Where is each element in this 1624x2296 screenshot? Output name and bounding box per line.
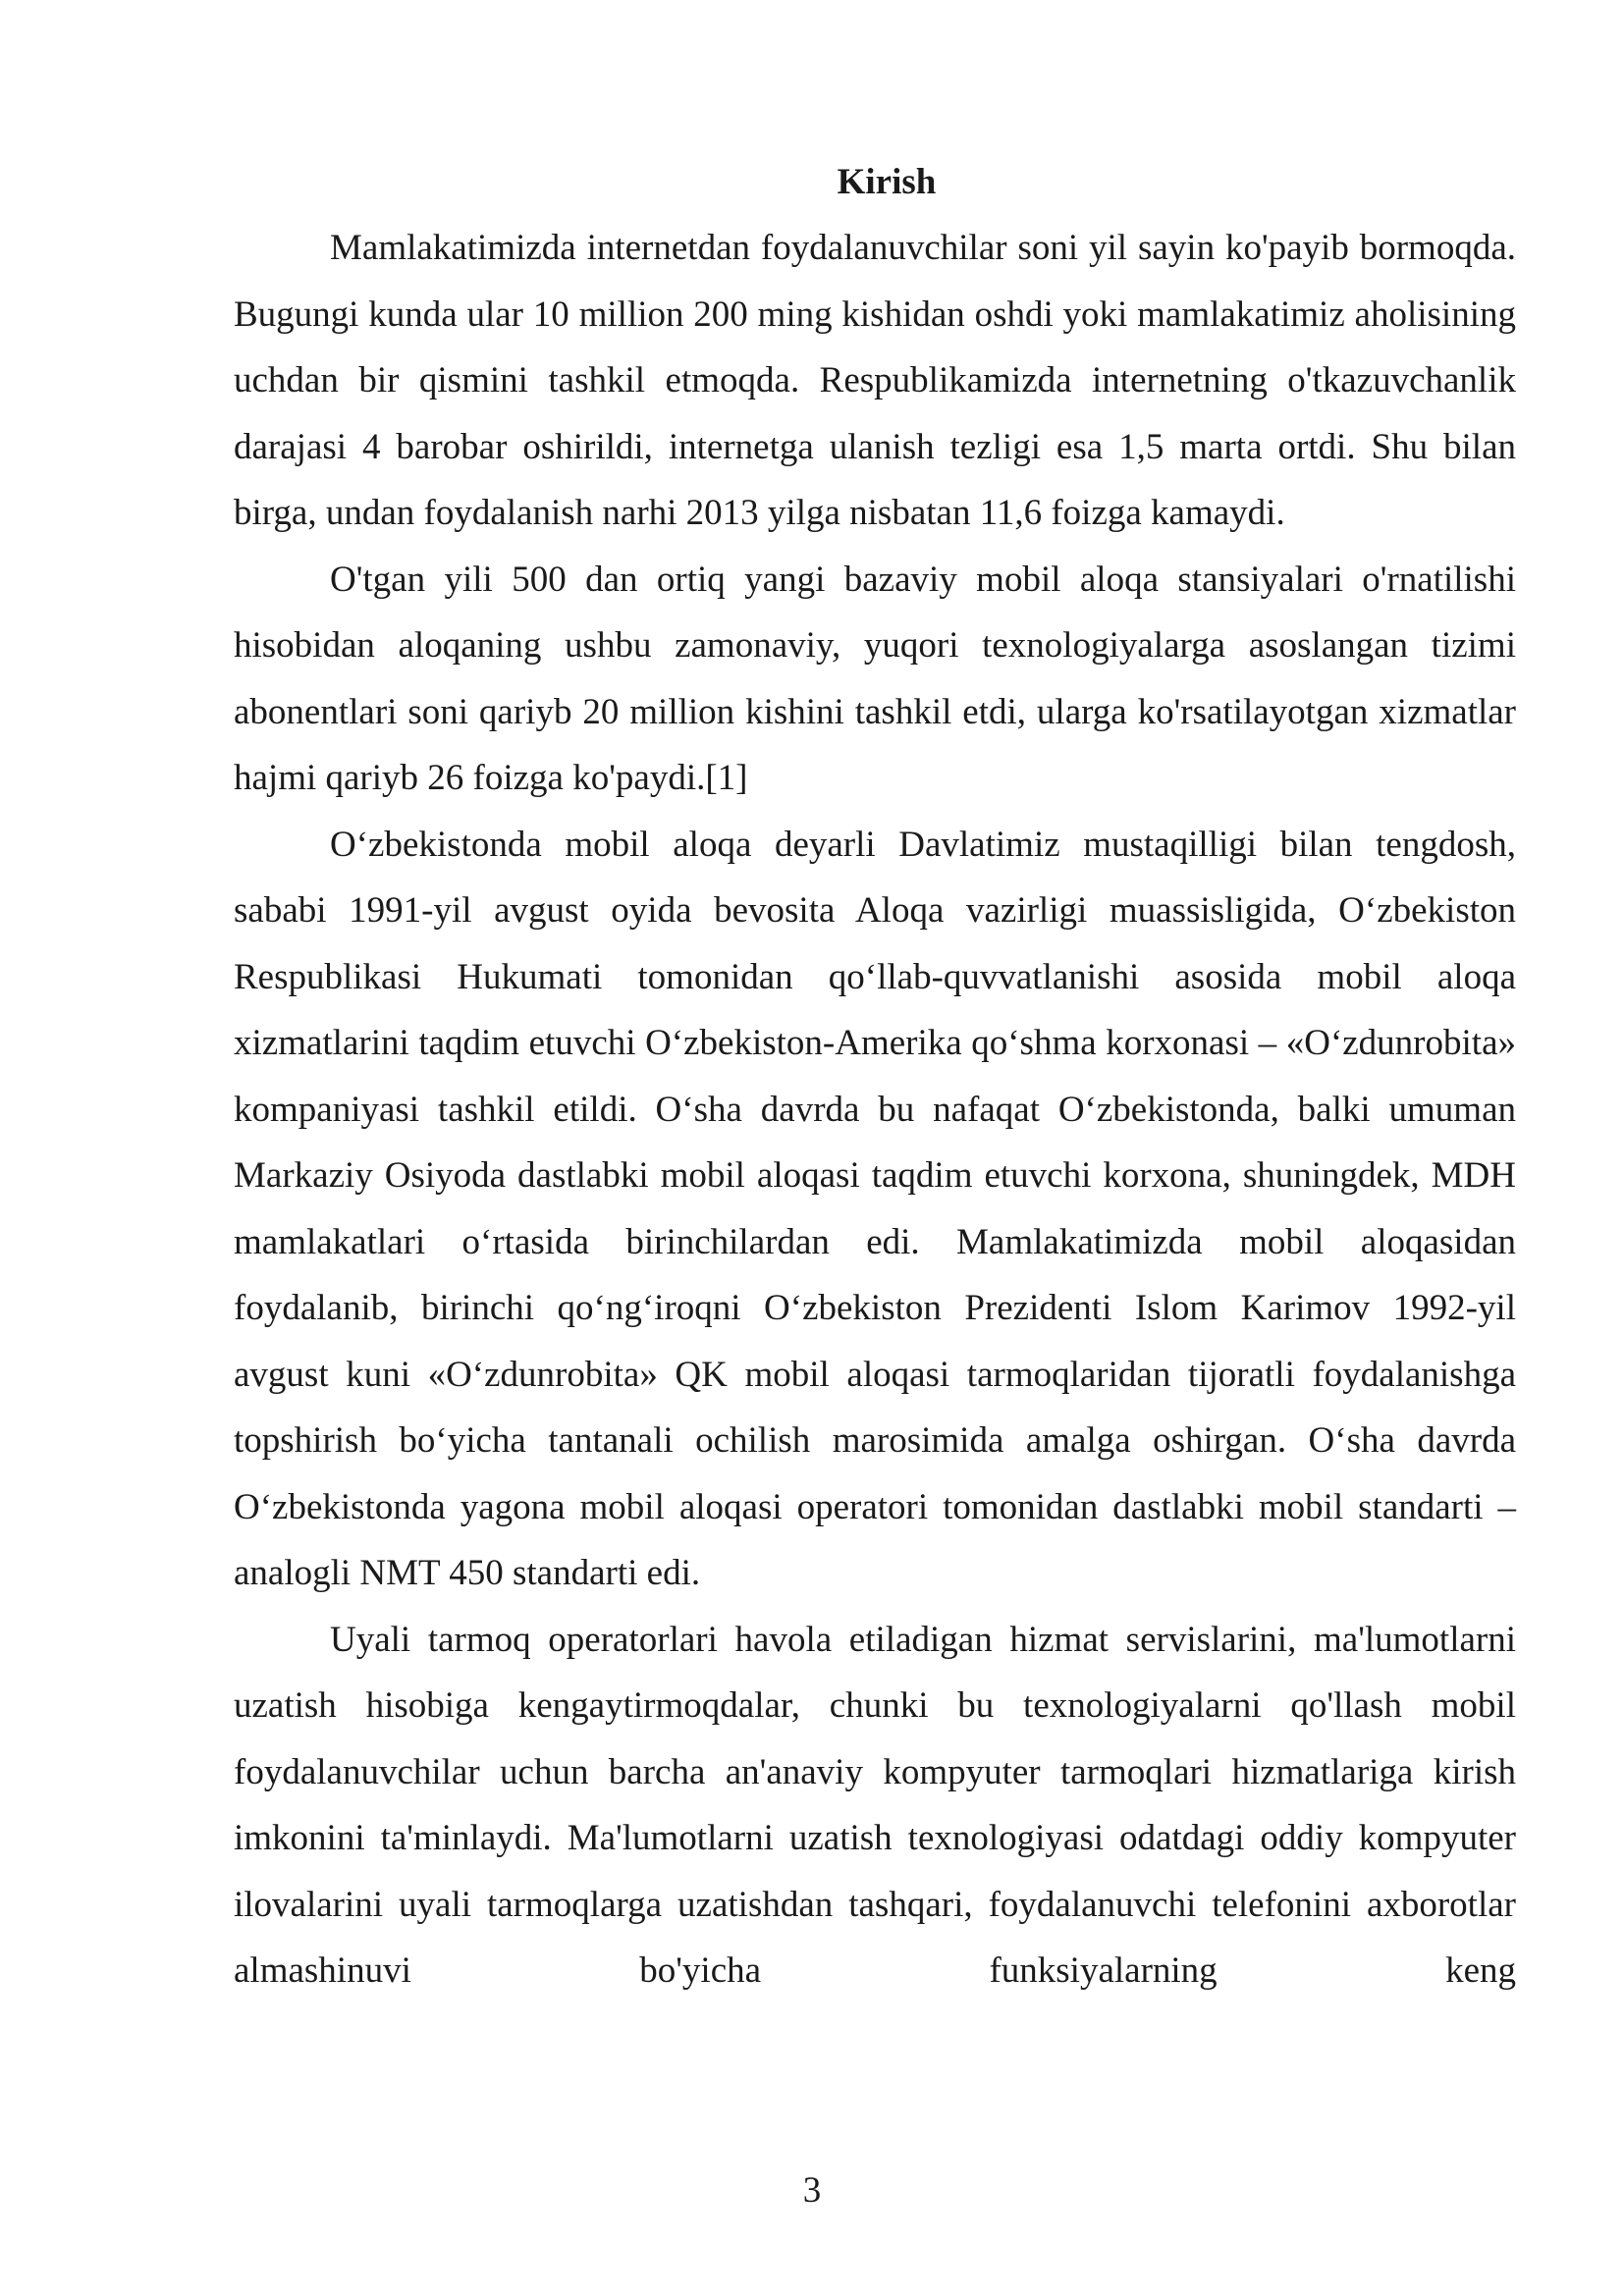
paragraph-base-stations: O'tgan yili 500 dan ortiq yangi bazaviy mobil aloqa stansiyalari o'rnatilishi hisobidan aloqaning ushbu zamonaviy, yuqori texnologiyalarga asoslangan tizimi abonentlari soni qariyb 20 million kishini tashkil etdi, ularga ko'rsatilayotgan xizmatlar hajmi qariyb 26 foizga ko'paydi.[1] xyxy=(234,559,1516,798)
section-heading: Kirish xyxy=(837,162,937,202)
paragraph-internet-users: Mamlakatimizda internetdan foydalanuvchilar soni yil sayin ko'payib bormoqda. Bugungi kunda ular 10 million 200 ming kishidan oshdi yoki mamlakatimiz aholisining uchdan bir qismini tashkil etmoqda. Respublikamizda internetning o'tkazuvchanlik darajasi 4 barobar oshirildi, internetga ulanish tezligi esa 1,5 marta ortdi. Shu bilan birga, undan foydalanish narhi 2013 yilga nisbatan 11,6 foizga kamaydi. xyxy=(234,228,1516,533)
paragraph-data-transmission: Uyali tarmoq operatorlari havola etiladigan hizmat servislarini, ma'lumotlarni uzatish hisobiga kengaytirmoqdalar, chunki bu texnologiyalarni qo'llash mobil foydalanuvchilar uchun barcha an'anaviy kompyuter tarmoqlari hizmatlariga kirish imkonini ta'minlaydi. Ma'lumotlarni uzatish texnologiyasi odatdagi oddiy kompyuter ilovalarini uyali tarmoqlarga uzatishdan tashqari, foydalanuvchi telefonini axborotlar almashinuvi bo'yicha funksiyalarning keng xyxy=(234,1619,1516,1991)
page-number: 3 xyxy=(802,2170,822,2211)
paragraph-mobile-history: O‘zbekistonda mobil aloqa deyarli Davlatimiz mustaqilligi bilan tengdosh, sababi 1991-yil avgust oyida bevosita Aloqa vazirligi muassisligida, O‘zbekiston Respublikasi Hukumati tomonidan qo‘llab-quvvatlanishi asosida mobil aloqa xizmatlarini taqdim etuvchi O‘zbekiston-Amerika qo‘shma korxonasi – «O‘zdunrobita» kompaniyasi tashkil etildi. O‘sha davrda bu nafaqat O‘zbekistonda, balki umuman Markaziy Osiyoda dastlabki mobil aloqasi taqdim etuvchi korxona, shuningdek, MDH mamlakatlari o‘rtasida birinchilardan edi. Mamlakatimizda mobil aloqasidan foydalanib, birinchi qo‘ng‘iroqni O‘zbekiston Prezidenti Islom Karimov 1992-yil avgust kuni «O‘zdunrobita» QK mobil aloqasi tarmoqlaridan tijoratli foydalanishga topshirish bo‘yicha tantanali ochilish marosimida amalga oshirgan. O‘sha davrda O‘zbekistonda yagona mobil aloqasi operatori tomonidan dastlabki mobil standarti – analogli NMT 450 standarti edi. xyxy=(234,824,1516,1593)
page-body xyxy=(234,149,1516,2004)
